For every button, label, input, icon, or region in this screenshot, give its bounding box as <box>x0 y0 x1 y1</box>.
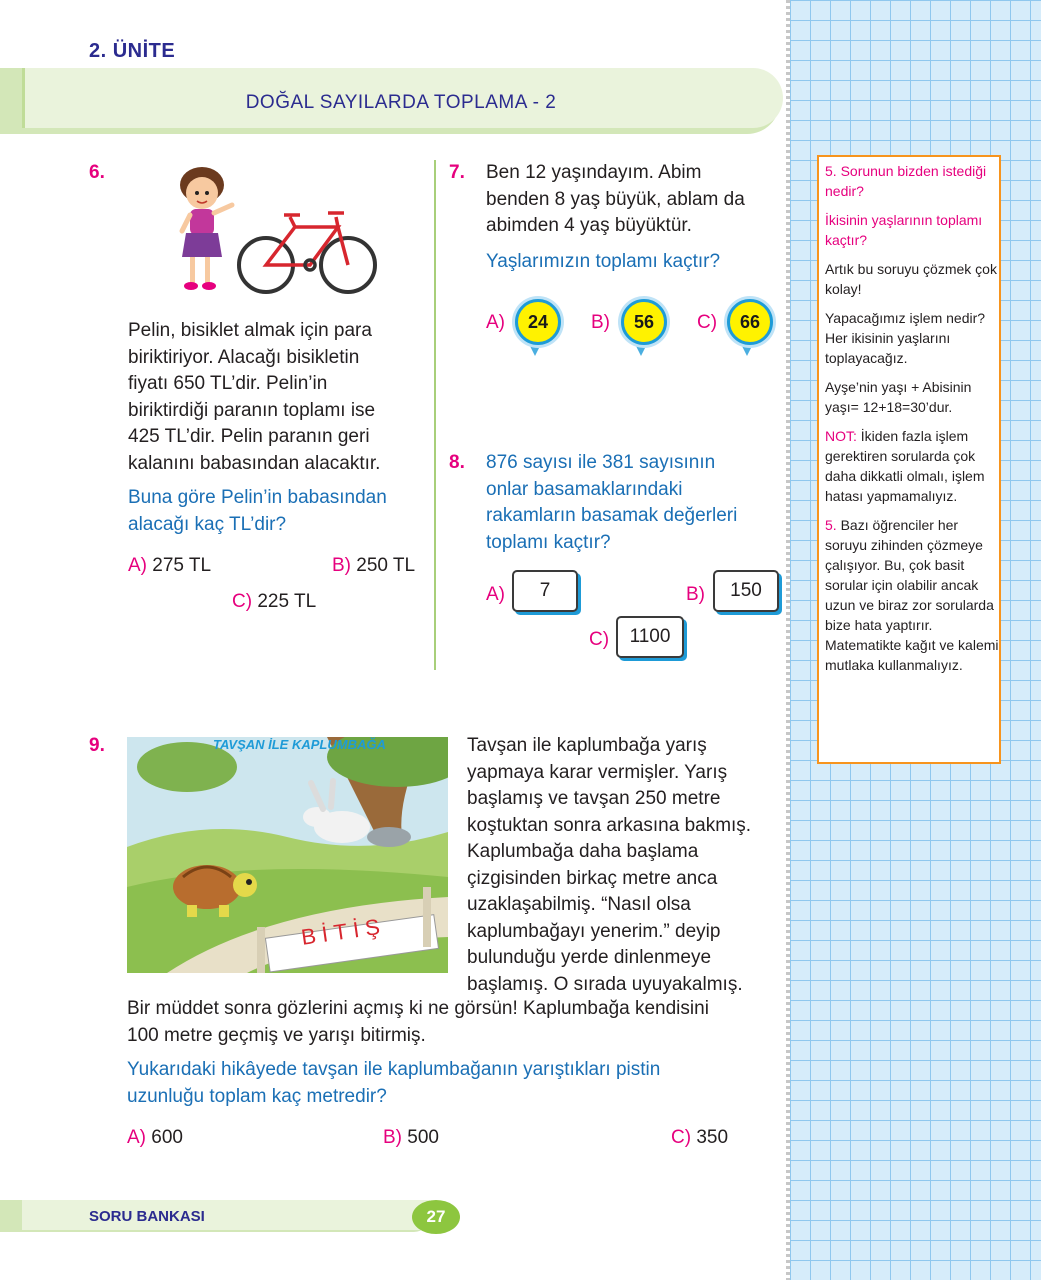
text-line: çizgisinden birkaç metre anca <box>467 867 718 889</box>
q7-option-a-letter[interactable]: A) <box>486 312 505 333</box>
prompt-line: toplamı kaçtır? <box>486 531 611 553</box>
hint-box <box>817 155 1001 764</box>
text-line: kaplumbağayı yenerim.” deyip <box>467 920 721 942</box>
prompt-line: Yukarıdaki hikâyede tavşan ile kaplumbağanın yarıştıkları pistin <box>127 1059 661 1080</box>
prompt-line: rakamların basamak değerleri <box>486 505 738 526</box>
pin-value: 24 <box>515 299 561 345</box>
text-line: benden 8 yaş büyük, ablam da <box>486 188 745 210</box>
text-line: koştuktan sonra arkasına bakmış. <box>467 814 752 836</box>
prompt-line: 876 sayısı ile 381 sayısının <box>486 452 716 473</box>
text-line: başlamış. O sırada uyuyakalmış. <box>467 973 743 995</box>
text-line: fiyatı 650 TL’dir. Pelin’in <box>128 373 328 394</box>
question-7-prompt: Yaşlarımızın toplamı kaçtır? <box>486 251 721 272</box>
question-7-text <box>486 160 781 240</box>
hint-text: Bazı öğrenciler her soruyu zihinden çözmeye çalışıyor. Bu, çok basit sorular için olabilir ancak uzun ve biraz zor sorularda bize hata yaptırır. Matematikte kağıt ve kalemi mutlaka kullanmalıyız. <box>825 517 999 673</box>
hint-item: Yapacağımız işlem nedir? Her ikisinin yaşlarını toplayacağız. <box>825 310 986 366</box>
text-line: uzaklaşabilmiş. “Nasıl olsa <box>467 894 691 915</box>
text-line: yapmaya karar vermişler. Yarış <box>467 761 728 783</box>
question-6-text <box>128 318 418 477</box>
page-number: 27 <box>412 1200 460 1234</box>
q6-option-a[interactable]: A) 275 TL <box>128 555 212 576</box>
text-line: biriktirdiği paranın toplamı ise <box>128 399 376 421</box>
q8-option-a-box[interactable]: 7 <box>512 570 578 612</box>
question-9-prompt <box>127 1057 787 1110</box>
q9-option-c[interactable]: C) 350 <box>671 1127 729 1148</box>
text-line: Kaplumbağa daha başlama <box>467 841 699 862</box>
question-6-prompt <box>128 485 428 538</box>
text-line: bulunduğu yerde dinlenmeye <box>467 947 712 968</box>
page-title: DOĞAL SAYILARDA TOPLAMA - 2 <box>245 92 557 113</box>
prompt-line: Buna göre Pelin’in babasından <box>128 487 387 508</box>
footer-label: SORU BANKASI <box>89 1208 205 1225</box>
hint-tag: 5. <box>825 517 837 533</box>
text-line: Ben 12 yaşındayım. Abim <box>486 162 702 183</box>
story-scene <box>127 737 448 973</box>
q7-option-a-badge[interactable] <box>512 296 558 356</box>
question-7-number: 7. <box>449 162 465 183</box>
question-9-story-continued <box>127 996 787 1049</box>
text-line: 100 metre geçmiş ve yarışı bitirmiş. <box>127 1024 426 1046</box>
q6-option-b[interactable]: B) 250 TL <box>332 555 416 576</box>
q7-option-b-letter[interactable]: B) <box>591 312 610 333</box>
pin-value: 56 <box>621 299 667 345</box>
text-line: abimden 4 yaş büyüktür. <box>486 215 692 236</box>
q8-option-a-letter[interactable]: A) <box>486 584 505 605</box>
q9-option-a[interactable]: A) 600 <box>127 1127 183 1148</box>
prompt-line: uzunluğu toplam kaç metredir? <box>127 1085 387 1107</box>
prompt-line: alacağı kaç TL’dir? <box>128 513 287 535</box>
tortoise-hare-illustration <box>127 737 448 973</box>
text-line: Bir müddet sonra gözlerini açmış ki ne görsün! Kaplumbağa kendisini <box>127 998 709 1019</box>
q8-option-b-letter[interactable]: B) <box>686 584 705 605</box>
hint-item: Artık bu soruyu çözmek çok kolay! <box>825 261 997 297</box>
question-9-story <box>467 733 787 998</box>
illustration-caption: TAVŞAN İLE KAPLUMBAĞA <box>213 737 386 752</box>
question-6-number: 6. <box>89 162 105 183</box>
q6-option-c[interactable]: C) 225 TL <box>232 591 317 612</box>
hint-item: 5. Sorunun bizden istediği nedir? <box>825 163 987 199</box>
text-line: başlamış ve tavşan 250 metre <box>467 788 721 809</box>
hint-item <box>825 515 999 675</box>
hint-item: İkisinin yaşlarının toplamı kaçtır? <box>825 212 983 248</box>
text-line: Pelin, bisiklet almak için para <box>128 320 372 341</box>
column-divider <box>434 160 436 670</box>
footer-band-inner <box>22 1200 430 1230</box>
pin-value: 66 <box>727 299 773 345</box>
hint-item <box>825 426 999 506</box>
text-line: biriktiriyor. Alacağı bisikletin <box>128 346 360 368</box>
question-8-prompt <box>486 450 781 556</box>
q7-option-c-badge[interactable] <box>724 296 770 356</box>
question-8-number: 8. <box>449 452 465 473</box>
unit-label: 2. ÜNİTE <box>89 40 176 62</box>
q8-option-b-box[interactable]: 150 <box>713 570 779 612</box>
girl-bicycle-illustration <box>160 165 385 300</box>
q8-option-c-letter[interactable]: C) <box>589 629 610 650</box>
hint-item: Ayşe’nin yaşı + Abisinin yaşı= 12+18=30’dur. <box>825 379 972 415</box>
prompt-line: onlar basamaklarındaki <box>486 478 683 500</box>
finish-sign-text: BİTİŞ <box>299 913 388 950</box>
hint-text: İkiden fazla işlem gerektiren sorularda çok daha dikkatli olmalı, işlem hatası yapmamalıyız. <box>825 428 985 504</box>
q7-option-c-letter[interactable]: C) <box>697 312 718 333</box>
girl-figure <box>180 167 232 290</box>
text-line: kalanını babasından alacaktır. <box>128 452 381 474</box>
q7-option-b-badge[interactable] <box>618 296 664 356</box>
text-line: Tavşan ile kaplumbağa yarış <box>467 735 707 756</box>
text-line: 425 TL’dir. Pelin paranın geri <box>128 426 370 447</box>
q8-option-c-box[interactable]: 1100 <box>616 616 684 658</box>
question-9-number: 9. <box>89 735 105 756</box>
hint-tag: NOT: <box>825 428 857 444</box>
q9-option-b[interactable]: B) 500 <box>383 1127 439 1148</box>
bicycle-figure <box>239 213 375 292</box>
